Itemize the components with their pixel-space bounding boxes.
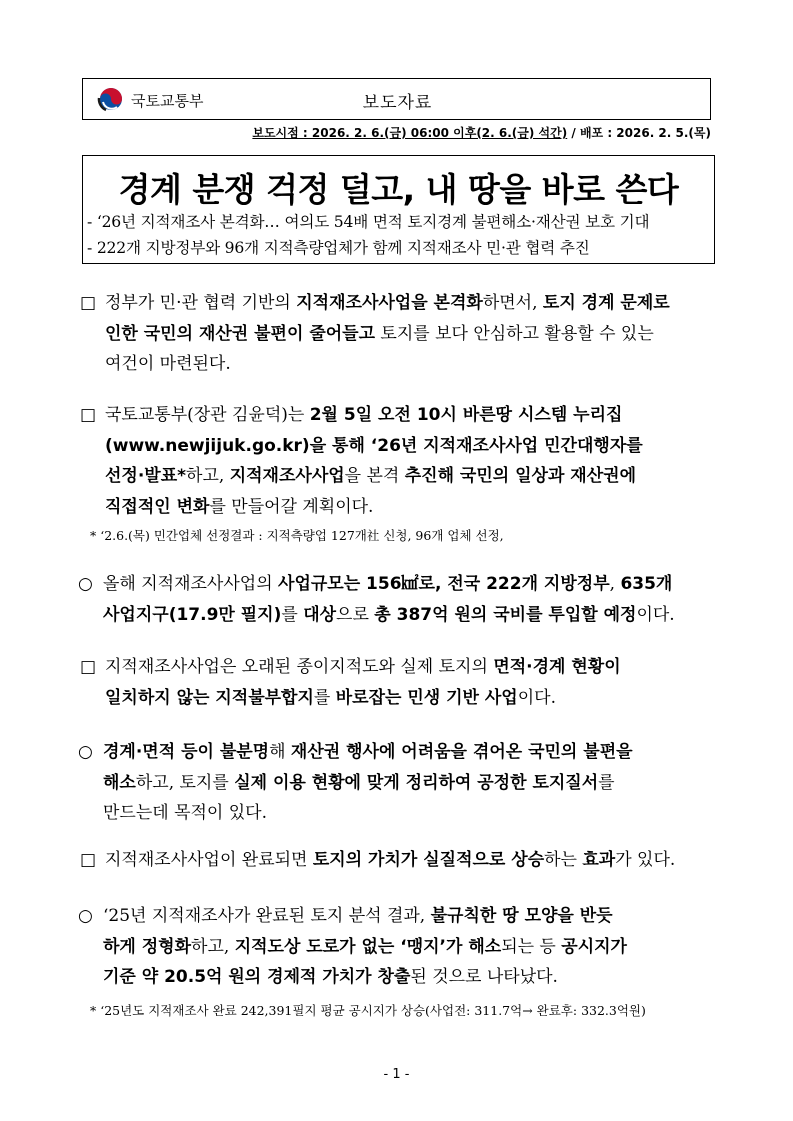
square-bullet-icon: □ (80, 657, 97, 677)
text-run: ‘25년 지적재조사가 완료된 토지 분석 결과, (103, 906, 431, 926)
text-run: 이다. (636, 604, 675, 625)
bold-text: 대상 (303, 604, 337, 625)
text-run: 가 있다. (615, 850, 676, 870)
bold-text: 지적재조사사업을 본격화 (296, 293, 483, 313)
paragraph-line (80, 652, 720, 683)
bold-text: 2월 5일 오전 10시 바른땅 시스템 누리집 (309, 405, 623, 425)
paragraph-line (78, 569, 718, 600)
paragraph-1 (80, 288, 720, 380)
bold-text: 공시지가 (561, 936, 627, 957)
bold-text: 해소 (103, 772, 136, 793)
text-run: 를 만들어갈 계획이다. (209, 496, 374, 517)
paragraph-line (80, 349, 720, 380)
paragraph-line (80, 461, 720, 492)
bold-text: 지적도상 도로가 없는 ‘맹지’가 해소 (234, 936, 502, 957)
paragraph-3 (78, 569, 718, 630)
paragraph-line (80, 319, 720, 350)
paragraph-line (80, 683, 720, 714)
text-run: 하고, (191, 936, 235, 957)
footnote-2: * ‘25년도 지적재조사 완료 242,391필지 평균 공시지가 상승(사업전: 311.7억→ 완료후: 332.3억원) (90, 1003, 646, 1018)
bold-text: 추진해 국민의 일상과 재산권에 (404, 466, 636, 486)
text-run: 를 (598, 772, 615, 793)
paragraph-line (78, 962, 718, 993)
text-run: 이다. (517, 687, 556, 708)
page-number: - 1 - (383, 1067, 410, 1082)
text-run: 를 (281, 604, 304, 625)
text-run: 된 것으로 나타났다. (410, 967, 558, 987)
bold-text: 일치하지 않는 지적불부합지 (105, 687, 314, 708)
bold-text: 경계·면적 등이 불분명 (103, 742, 270, 762)
text-run: 지적재조사사업이 완료되면 (105, 850, 313, 870)
text-run: 하고, (186, 466, 230, 486)
page-title: 경계 분쟁 걱정 덜고, 내 땅을 바로 쓴다 (118, 170, 679, 209)
bold-text: 바로잡는 민생 기반 사업 (335, 687, 518, 708)
paragraph-line (80, 492, 720, 523)
bold-text: 직접적인 변화 (105, 496, 210, 517)
square-bullet-icon: □ (80, 850, 97, 870)
bold-text: 하게 정형화 (103, 936, 192, 957)
subtitle-2: - 222개 지방정부와 96개 지적측량업체가 함께 지적재조사 민·관 협력 추진 (87, 239, 590, 257)
square-bullet-icon: □ (80, 293, 97, 313)
text-run: 올해 지적재조사사업의 (103, 574, 279, 594)
paragraph-line (78, 932, 718, 963)
release-info (252, 124, 711, 141)
paragraph-line (78, 600, 718, 631)
text-run: 지적재조사사업은 오래된 종이지적도와 실제 토지의 (105, 657, 494, 677)
bold-text: 지적재조사사업 (229, 466, 345, 486)
release-type: 보도자료 (362, 93, 433, 113)
bold-text: 사업지구(17.9만 필지) (103, 604, 282, 625)
title-box (82, 155, 715, 264)
bold-text: 인한 국민의 재산권 불편이 줄어들고 (105, 323, 376, 344)
text-run: 를 (313, 687, 336, 708)
paragraph-line (80, 288, 720, 319)
paragraph-2 (80, 400, 720, 522)
text-run: 여건이 마련된다. (105, 354, 231, 374)
bold-text: (www.newjijuk.go.kr)을 통해 ‘26년 지적재조사사업 민간대행자를 (105, 435, 643, 456)
ministry-name: 국토교통부 (131, 92, 204, 110)
text-run: 되는 등 (501, 936, 562, 957)
bold-text: 면적·경계 현황이 (493, 657, 621, 677)
paragraph-line (80, 845, 720, 876)
text-run: 하면서, (482, 293, 543, 313)
paragraph-4 (80, 652, 720, 713)
bold-text: 총 387억 원의 국비를 투입할 예정 (374, 604, 637, 625)
header-box (82, 78, 711, 120)
paragraph-line (78, 901, 718, 932)
circle-bullet-icon: ○ (78, 742, 93, 762)
text-run: 토지를 보다 안심하고 활용할 수 있는 (375, 323, 654, 344)
text-run: , (609, 574, 621, 594)
bold-text: 선정·발표* (105, 466, 187, 486)
bold-text: 635개 (620, 574, 673, 594)
square-bullet-icon: □ (80, 405, 97, 425)
circle-bullet-icon: ○ (78, 906, 93, 926)
bold-text: 불규칙한 땅 모양을 반듯 (430, 906, 613, 926)
footnote-1: * ‘2.6.(목) 민간업체 선정결과 : 지적측량업 127개社 신청, 96개 업체 선정, (90, 528, 504, 543)
text-run: 정부가 민·관 협력 기반의 (105, 293, 297, 313)
text-run: 으로 (336, 604, 375, 625)
circle-bullet-icon: ○ (78, 574, 93, 594)
subtitle-1: - ‘26년 지적재조사 본격화… 여의도 54배 면적 토지경계 불편해소·재산권 보호 기대 (87, 213, 650, 231)
embargo-time: 보도시점 : 2026. 2. 6.(금) 06:00 이후(2. 6.(금) 석간) (252, 126, 568, 140)
distribution-date: / 배포 : 2026. 2. 5.(목) (567, 126, 711, 140)
bold-text: 재산권 행사에 어려움을 겪어온 국민의 불편을 (290, 742, 633, 762)
text-run: 하고, 토지를 (135, 772, 235, 793)
text-run: 하는 (544, 850, 583, 870)
bold-text: 기준 약 20.5억 원의 경제적 가치가 창출 (103, 967, 411, 987)
text-run: 을 본격 (344, 466, 405, 486)
bold-text: 효과 (582, 850, 616, 870)
paragraph-7 (78, 901, 718, 993)
paragraph-line (78, 768, 718, 799)
paragraph-line (80, 431, 720, 462)
bold-text: 토지 경계 문제로 (542, 293, 670, 313)
text-run: 국토교통부(장관 김윤덕)는 (105, 405, 310, 425)
bold-text: 실제 이용 현황에 맞게 정리하여 공정한 토지질서 (234, 772, 599, 793)
text-run: 만드는데 목적이 있다. (103, 803, 268, 823)
paragraph-line (78, 737, 718, 768)
text-run: 해 (269, 742, 291, 762)
paragraph-line (80, 400, 720, 431)
paragraph-6 (80, 845, 720, 876)
paragraph-5 (78, 737, 718, 829)
paragraph-line (78, 798, 718, 829)
bold-text: 토지의 가치가 실질적으로 상승 (312, 850, 545, 870)
bold-text: 사업규모는 156㎢로, 전국 222개 지방정부 (278, 574, 610, 594)
